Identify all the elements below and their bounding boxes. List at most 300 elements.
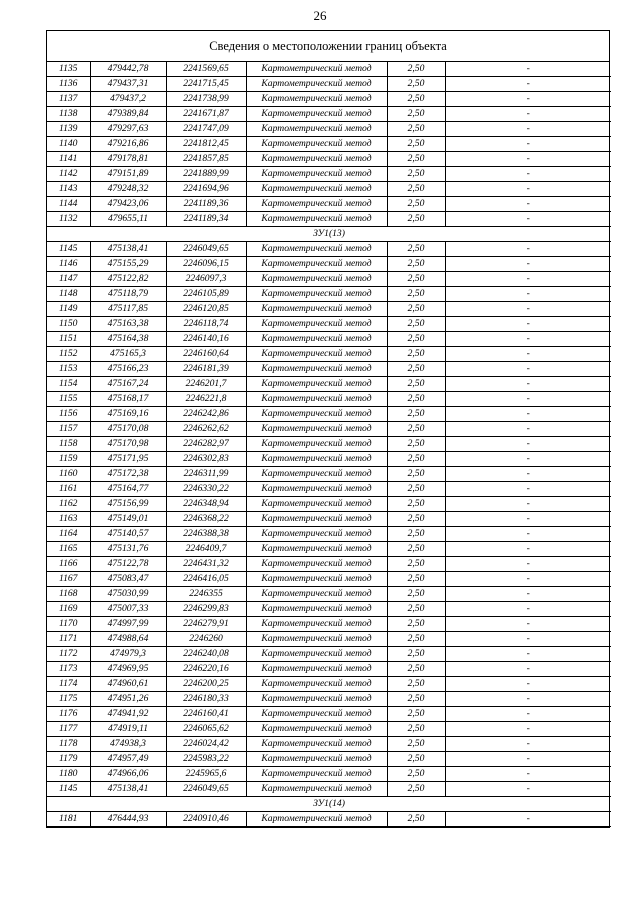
table-row [47,692,611,707]
method-cell: Картометрический метод [246,257,387,272]
y-coordinate-cell: 2246120,85 [166,302,246,317]
table-row [47,722,611,737]
accuracy-cell: 2,50 [387,437,445,452]
x-coordinate-cell: 475171,95 [90,452,166,467]
y-coordinate-cell: 2241857,85 [166,152,246,167]
accuracy-cell: 2,50 [387,122,445,137]
x-coordinate-cell: 474997,99 [90,617,166,632]
table-row [47,737,611,752]
y-coordinate-cell: 2246105,89 [166,287,246,302]
method-cell: Картометрический метод [246,182,387,197]
y-coordinate-cell: 2246279,91 [166,617,246,632]
point-number-cell: 1155 [47,392,90,407]
table-row [47,422,611,437]
y-coordinate-cell: 2241189,36 [166,197,246,212]
point-number-cell: 1143 [47,182,90,197]
point-number-cell: 1152 [47,347,90,362]
method-cell: Картометрический метод [246,122,387,137]
accuracy-cell: 2,50 [387,287,445,302]
x-coordinate-cell: 475164,38 [90,332,166,347]
method-cell: Картометрический метод [246,92,387,107]
accuracy-cell: 2,50 [387,332,445,347]
description-cell: - [445,422,611,437]
x-coordinate-cell: 475155,29 [90,257,166,272]
x-coordinate-cell: 475007,33 [90,602,166,617]
point-number-cell: 1165 [47,542,90,557]
method-cell: Картометрический метод [246,707,387,722]
table-row [47,137,611,152]
point-number-cell: 1141 [47,152,90,167]
y-coordinate-cell: 2241889,99 [166,167,246,182]
accuracy-cell: 2,50 [387,647,445,662]
x-coordinate-cell: 475140,57 [90,527,166,542]
point-number-cell: 1148 [47,287,90,302]
table-row [47,212,611,227]
description-cell: - [445,512,611,527]
point-number-cell: 1162 [47,497,90,512]
y-coordinate-cell: 2241812,45 [166,137,246,152]
description-cell: - [445,467,611,482]
accuracy-cell: 2,50 [387,212,445,227]
x-coordinate-cell: 475163,38 [90,317,166,332]
point-number-cell: 1159 [47,452,90,467]
description-cell: - [445,92,611,107]
x-coordinate-cell: 479297,63 [90,122,166,137]
method-cell: Картометрический метод [246,302,387,317]
point-number-cell: 1176 [47,707,90,722]
description-cell: - [445,152,611,167]
accuracy-cell: 2,50 [387,392,445,407]
method-cell: Картометрический метод [246,137,387,152]
table-row [47,482,611,497]
table-row [47,617,611,632]
description-cell: - [445,587,611,602]
table-row [47,347,611,362]
point-number-cell: 1145 [47,242,90,257]
point-number-cell: 1157 [47,422,90,437]
method-cell: Картометрический метод [246,152,387,167]
description-cell: - [445,752,611,767]
method-cell: Картометрический метод [246,692,387,707]
point-number-cell: 1145 [47,782,90,797]
point-number-cell: 1144 [47,197,90,212]
y-coordinate-cell: 2245965,6 [166,767,246,782]
accuracy-cell: 2,50 [387,167,445,182]
x-coordinate-cell: 475165,3 [90,347,166,362]
point-number-cell: 1153 [47,362,90,377]
table-row [47,527,611,542]
table-row [47,497,611,512]
description-cell: - [445,632,611,647]
x-coordinate-cell: 474969,95 [90,662,166,677]
description-cell: - [445,482,611,497]
point-number-cell: 1138 [47,107,90,122]
description-cell: - [445,392,611,407]
table-row [47,647,611,662]
method-cell: Картометрический метод [246,482,387,497]
point-number-cell: 1160 [47,467,90,482]
table-row [47,62,611,77]
description-cell: - [445,287,611,302]
y-coordinate-cell: 2246201,7 [166,377,246,392]
point-number-cell: 1161 [47,482,90,497]
description-cell: - [445,602,611,617]
table-row [47,77,611,92]
accuracy-cell: 2,50 [387,182,445,197]
y-coordinate-cell: 2246282,97 [166,437,246,452]
description-cell: - [445,542,611,557]
y-coordinate-cell: 2246160,64 [166,347,246,362]
method-cell: Картометрический метод [246,812,387,827]
x-coordinate-cell: 479216,86 [90,137,166,152]
description-cell: - [445,212,611,227]
description-cell: - [445,527,611,542]
y-coordinate-cell: 2246409,7 [166,542,246,557]
y-coordinate-cell: 2241569,65 [166,62,246,77]
method-cell: Картометрический метод [246,527,387,542]
boundary-table-frame [46,30,610,828]
x-coordinate-cell: 475156,99 [90,497,166,512]
method-cell: Картометрический метод [246,107,387,122]
point-number-cell: 1149 [47,302,90,317]
table-row [47,302,611,317]
method-cell: Картометрический метод [246,452,387,467]
table-row [47,107,611,122]
description-cell: - [445,572,611,587]
x-coordinate-cell: 479423,06 [90,197,166,212]
x-coordinate-cell: 475149,01 [90,512,166,527]
method-cell: Картометрический метод [246,647,387,662]
description-cell: - [445,62,611,77]
x-coordinate-cell: 474938,3 [90,737,166,752]
table-row [47,182,611,197]
x-coordinate-cell: 475138,41 [90,242,166,257]
description-cell: - [445,452,611,467]
method-cell: Картометрический метод [246,332,387,347]
x-coordinate-cell: 475117,85 [90,302,166,317]
method-cell: Картометрический метод [246,317,387,332]
accuracy-cell: 2,50 [387,272,445,287]
x-coordinate-cell: 475118,79 [90,287,166,302]
accuracy-cell: 2,50 [387,62,445,77]
y-coordinate-cell: 2246330,22 [166,482,246,497]
method-cell: Картометрический метод [246,287,387,302]
table-row [47,377,611,392]
accuracy-cell: 2,50 [387,722,445,737]
y-coordinate-cell: 2246388,38 [166,527,246,542]
method-cell: Картометрический метод [246,662,387,677]
description-cell: - [445,377,611,392]
accuracy-cell: 2,50 [387,377,445,392]
y-coordinate-cell: 2246242,86 [166,407,246,422]
x-coordinate-cell: 479151,89 [90,167,166,182]
description-cell: - [445,332,611,347]
accuracy-cell: 2,50 [387,782,445,797]
method-cell: Картометрический метод [246,617,387,632]
point-number-cell: 1139 [47,122,90,137]
y-coordinate-cell: 2241747,09 [166,122,246,137]
accuracy-cell: 2,50 [387,407,445,422]
accuracy-cell: 2,50 [387,137,445,152]
x-coordinate-cell: 479248,32 [90,182,166,197]
point-number-cell: 1170 [47,617,90,632]
point-number-cell: 1147 [47,272,90,287]
point-number-cell: 1179 [47,752,90,767]
x-coordinate-cell: 475170,08 [90,422,166,437]
method-cell: Картометрический метод [246,677,387,692]
y-coordinate-cell: 2246221,8 [166,392,246,407]
method-cell: Картометрический метод [246,752,387,767]
y-coordinate-cell: 2246240,08 [166,647,246,662]
accuracy-cell: 2,50 [387,542,445,557]
accuracy-cell: 2,50 [387,617,445,632]
x-coordinate-cell: 475122,82 [90,272,166,287]
point-number-cell: 1156 [47,407,90,422]
y-coordinate-cell: 2246096,15 [166,257,246,272]
point-number-cell: 1135 [47,62,90,77]
method-cell: Картометрический метод [246,242,387,257]
y-coordinate-cell: 2246348,94 [166,497,246,512]
method-cell: Картометрический метод [246,467,387,482]
description-cell: - [445,122,611,137]
accuracy-cell: 2,50 [387,692,445,707]
point-number-cell: 1163 [47,512,90,527]
description-cell: - [445,557,611,572]
y-coordinate-cell: 2246299,83 [166,602,246,617]
point-number-cell: 1137 [47,92,90,107]
description-cell: - [445,107,611,122]
y-coordinate-cell: 2241694,96 [166,182,246,197]
description-cell: - [445,317,611,332]
table-row [47,707,611,722]
coordinates-table [47,62,611,827]
y-coordinate-cell: 2241189,34 [166,212,246,227]
table-row [47,392,611,407]
table-row [47,332,611,347]
point-number-cell: 1158 [47,437,90,452]
table-row [47,767,611,782]
method-cell: Картометрический метод [246,632,387,647]
description-cell: - [445,677,611,692]
y-coordinate-cell: 2246368,22 [166,512,246,527]
table-row [47,572,611,587]
y-coordinate-cell: 2246311,99 [166,467,246,482]
accuracy-cell: 2,50 [387,512,445,527]
method-cell: Картометрический метод [246,572,387,587]
accuracy-cell: 2,50 [387,662,445,677]
x-coordinate-cell: 479655,11 [90,212,166,227]
table-row [47,452,611,467]
y-coordinate-cell: 2241715,45 [166,77,246,92]
y-coordinate-cell: 2246140,16 [166,332,246,347]
description-cell: - [445,437,611,452]
table-row [47,257,611,272]
description-cell: - [445,497,611,512]
method-cell: Картометрический метод [246,392,387,407]
description-cell: - [445,782,611,797]
table-row [47,467,611,482]
accuracy-cell: 2,50 [387,812,445,827]
x-coordinate-cell: 474979,3 [90,647,166,662]
table-row [47,662,611,677]
table-row [47,632,611,647]
table-row [47,242,611,257]
method-cell: Картометрический метод [246,557,387,572]
accuracy-cell: 2,50 [387,737,445,752]
x-coordinate-cell: 479437,2 [90,92,166,107]
method-cell: Картометрический метод [246,587,387,602]
x-coordinate-cell: 479389,84 [90,107,166,122]
x-coordinate-cell: 474957,49 [90,752,166,767]
x-coordinate-cell: 475170,98 [90,437,166,452]
table-row [47,287,611,302]
description-cell: - [445,812,611,827]
y-coordinate-cell: 2245983,22 [166,752,246,767]
method-cell: Картометрический метод [246,782,387,797]
table-row [47,122,611,137]
point-number-cell: 1174 [47,677,90,692]
table-row [47,677,611,692]
accuracy-cell: 2,50 [387,302,445,317]
x-coordinate-cell: 479442,78 [90,62,166,77]
accuracy-cell: 2,50 [387,587,445,602]
accuracy-cell: 2,50 [387,557,445,572]
table-row [47,407,611,422]
table-row [47,437,611,452]
table-row [47,782,611,797]
accuracy-cell: 2,50 [387,752,445,767]
description-cell: - [445,692,611,707]
y-coordinate-cell: 2246049,65 [166,242,246,257]
point-number-cell: 1167 [47,572,90,587]
method-cell: Картометрический метод [246,377,387,392]
y-coordinate-cell: 2246262,62 [166,422,246,437]
accuracy-cell: 2,50 [387,242,445,257]
accuracy-cell: 2,50 [387,767,445,782]
accuracy-cell: 2,50 [387,257,445,272]
x-coordinate-cell: 474919,11 [90,722,166,737]
accuracy-cell: 2,50 [387,527,445,542]
description-cell: - [445,302,611,317]
y-coordinate-cell: 2246180,33 [166,692,246,707]
description-cell: - [445,77,611,92]
table-row [47,812,611,827]
y-coordinate-cell: 2246220,16 [166,662,246,677]
x-coordinate-cell: 475138,41 [90,782,166,797]
method-cell: Картометрический метод [246,407,387,422]
x-coordinate-cell: 475083,47 [90,572,166,587]
method-cell: Картометрический метод [246,737,387,752]
x-coordinate-cell: 475164,77 [90,482,166,497]
section-label: ЗУ1(14) [47,797,611,812]
x-coordinate-cell: 475169,16 [90,407,166,422]
point-number-cell: 1140 [47,137,90,152]
point-number-cell: 1142 [47,167,90,182]
method-cell: Картометрический метод [246,767,387,782]
method-cell: Картометрический метод [246,497,387,512]
x-coordinate-cell: 479178,81 [90,152,166,167]
accuracy-cell: 2,50 [387,347,445,362]
x-coordinate-cell: 475122,78 [90,557,166,572]
method-cell: Картометрический метод [246,542,387,557]
accuracy-cell: 2,50 [387,467,445,482]
method-cell: Картометрический метод [246,272,387,287]
description-cell: - [445,737,611,752]
method-cell: Картометрический метод [246,602,387,617]
table-row [47,317,611,332]
accuracy-cell: 2,50 [387,77,445,92]
point-number-cell: 1177 [47,722,90,737]
y-coordinate-cell: 2246160,41 [166,707,246,722]
x-coordinate-cell: 475167,24 [90,377,166,392]
y-coordinate-cell: 2246200,25 [166,677,246,692]
table-row [47,602,611,617]
point-number-cell: 1151 [47,332,90,347]
y-coordinate-cell: 2246181,39 [166,362,246,377]
accuracy-cell: 2,50 [387,422,445,437]
method-cell: Картометрический метод [246,62,387,77]
method-cell: Картометрический метод [246,212,387,227]
method-cell: Картометрический метод [246,722,387,737]
point-number-cell: 1172 [47,647,90,662]
y-coordinate-cell: 2246049,65 [166,782,246,797]
accuracy-cell: 2,50 [387,197,445,212]
accuracy-cell: 2,50 [387,317,445,332]
y-coordinate-cell: 2246302,83 [166,452,246,467]
y-coordinate-cell: 2241671,87 [166,107,246,122]
accuracy-cell: 2,50 [387,482,445,497]
table-row [47,557,611,572]
accuracy-cell: 2,50 [387,572,445,587]
accuracy-cell: 2,50 [387,497,445,512]
method-cell: Картометрический метод [246,77,387,92]
table-title: Сведения о местоположении границ объекта [47,31,609,62]
accuracy-cell: 2,50 [387,602,445,617]
description-cell: - [445,407,611,422]
accuracy-cell: 2,50 [387,107,445,122]
point-number-cell: 1171 [47,632,90,647]
accuracy-cell: 2,50 [387,707,445,722]
point-number-cell: 1136 [47,77,90,92]
point-number-cell: 1166 [47,557,90,572]
point-number-cell: 1175 [47,692,90,707]
description-cell: - [445,362,611,377]
method-cell: Картометрический метод [246,347,387,362]
table-row [47,272,611,287]
table-row [47,152,611,167]
x-coordinate-cell: 475030,99 [90,587,166,602]
point-number-cell: 1154 [47,377,90,392]
method-cell: Картометрический метод [246,422,387,437]
description-cell: - [445,137,611,152]
method-cell: Картометрический метод [246,167,387,182]
description-cell: - [445,707,611,722]
x-coordinate-cell: 474966,06 [90,767,166,782]
accuracy-cell: 2,50 [387,362,445,377]
table-row [47,362,611,377]
description-cell: - [445,347,611,362]
description-cell: - [445,257,611,272]
table-row [47,752,611,767]
method-cell: Картометрический метод [246,197,387,212]
table-row [47,167,611,182]
page-number: 26 [313,8,327,23]
y-coordinate-cell: 2246260 [166,632,246,647]
y-coordinate-cell: 2246024,42 [166,737,246,752]
table-row [47,92,611,107]
x-coordinate-cell: 474960,61 [90,677,166,692]
y-coordinate-cell: 2246118,74 [166,317,246,332]
